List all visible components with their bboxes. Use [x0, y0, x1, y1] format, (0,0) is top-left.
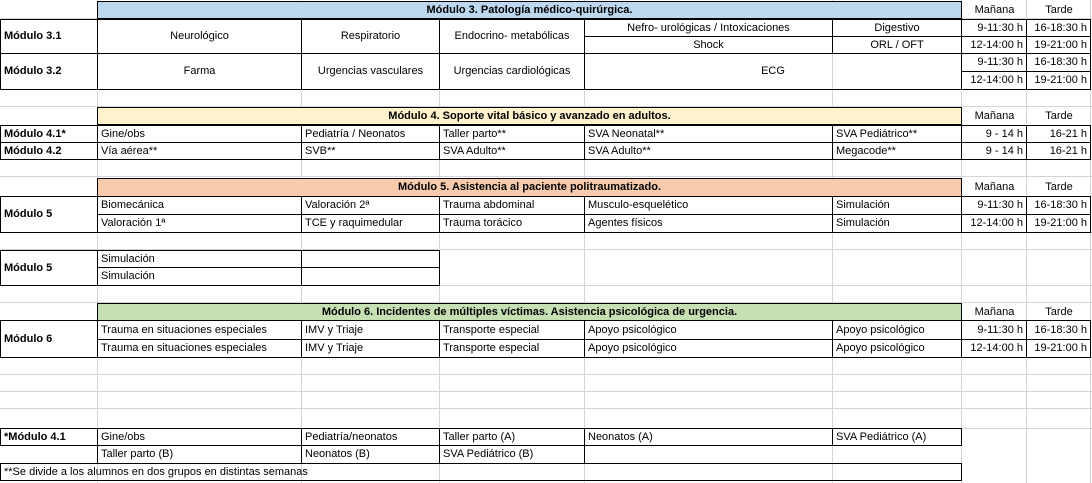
m6-r1-manana: 9-11:30 h — [961, 320, 1027, 340]
m3-2-manana-1: 9-11:30 h — [961, 53, 1027, 72]
m5-sim-empty-2 — [301, 267, 440, 286]
m6-r1-apoyo-2: Apoyo psicológico — [832, 320, 962, 340]
m3-1-respiratorio: Respiratorio — [301, 19, 440, 54]
m4-1-gine: Gine/obs — [97, 125, 302, 143]
m6-r1-transporte: Transporte especial — [439, 320, 585, 340]
m5-title: Módulo 5. Asistencia al paciente politraumatizado. — [97, 178, 962, 197]
m3-2-manana-2: 12-14:00 h — [961, 71, 1027, 90]
m6-manana-header: Mañana — [974, 305, 1015, 318]
m5-r1-biomecanica: Biomecánica — [97, 196, 302, 215]
m3-manana-header: Mañana — [974, 3, 1015, 16]
m4-1-tarde: 16-21 h — [1026, 125, 1091, 143]
m5-sim-row-1: Simulación — [97, 250, 302, 268]
note-r1-neonatos-a: Neonatos (A) — [584, 428, 833, 446]
m5-sim-row-2: Simulación — [97, 267, 302, 286]
m4-2-manana: 9 - 14 h — [961, 142, 1027, 160]
m3-title: Módulo 3. Patología médico-quirúrgica. — [97, 1, 962, 19]
m5-r2-agentes: Agentes físicos — [584, 214, 833, 233]
note-r2-neonatos-b: Neonatos (B) — [301, 445, 440, 464]
m3-1-endocrino: Endocrino- metabólicas — [439, 19, 585, 54]
m6-r2-manana: 12-14:00 h — [961, 339, 1027, 358]
m3-1-tarde-2: 19-21:00 h — [1026, 36, 1091, 54]
m6-r2-tarde: 19-21:00 h — [1026, 339, 1091, 358]
m5-r1-tarde: 16-18:30 h — [1026, 196, 1091, 215]
m5-r2-manana: 12-14:00 h — [961, 214, 1027, 233]
m5-r1-musculo: Musculo-esquelético — [584, 196, 833, 215]
m6-r2-apoyo-1: Apoyo psicológico — [584, 339, 833, 358]
m6-r1-imv: IMV y Triaje — [301, 320, 440, 340]
m3-1-orl: ORL / OFT — [832, 36, 962, 54]
m5-r2-tarde: 19-21:00 h — [1026, 214, 1091, 233]
m4-1-taller-parto: Taller parto** — [439, 125, 585, 143]
note-r1-pediatria: Pediatría/neonatos — [301, 428, 440, 446]
m6-title: Módulo 6. Incidentes de múltiples víctimas. Asistencia psicológica de urgencia. — [97, 303, 962, 321]
m5-r1-manana: 9-11:30 h — [961, 196, 1027, 215]
m3-1-label: Módulo 3.1 — [0, 19, 98, 54]
m4-2-via-aerea: Vía aérea** — [97, 142, 302, 160]
m4-manana-header: Mañana — [974, 109, 1015, 122]
note-r2-sva-b: SVA Pediátrico (B) — [439, 445, 585, 464]
m4-2-tarde: 16-21 h — [1026, 142, 1091, 160]
m5-r2-simulacion: Simulación — [832, 214, 962, 233]
footnote: **Se divide a los alumnos en dos grupos en distintas semanas — [0, 463, 962, 481]
m6-r1-trauma: Trauma en situaciones especiales — [97, 320, 302, 340]
note-r2-taller-b: Taller parto (B) — [97, 445, 302, 464]
note-r1-sva-a: SVA Pediátrico (A) — [832, 428, 962, 446]
m3-2-tarde-2: 19-21:00 h — [1026, 71, 1091, 90]
m5-label: Módulo 5 — [0, 196, 98, 233]
m4-1-label: Módulo 4.1* — [0, 125, 98, 143]
m3-2-farma: Farma — [97, 53, 302, 90]
note-r1-taller-a: Taller parto (A) — [439, 428, 585, 446]
m4-1-sva-neonatal: SVA Neonatal** — [584, 125, 833, 143]
m4-2-label: Módulo 4.2 — [0, 142, 98, 160]
m6-r1-apoyo-1: Apoyo psicológico — [584, 320, 833, 340]
m5-sim-label: Módulo 5 — [0, 250, 98, 286]
note-label: *Módulo 4.1 — [0, 428, 98, 446]
m3-1-neurologico: Neurológico — [97, 19, 302, 54]
m5-r1-valoracion-2: Valoración 2ª — [301, 196, 440, 215]
m5-tarde-header: Tarde — [1045, 181, 1073, 193]
m3-1-digestivo: Digestivo — [832, 19, 962, 37]
m6-r2-imv: IMV y Triaje — [301, 339, 440, 358]
m3-2-vasculares: Urgencias vasculares — [301, 53, 440, 90]
m3-1-tarde-1: 16-18:30 h — [1026, 19, 1091, 37]
m5-r1-trauma-abdominal: Trauma abdominal — [439, 196, 585, 215]
m3-2-tarde-1: 16-18:30 h — [1026, 53, 1091, 72]
m4-1-sva-pediatrico: SVA Pediátrico** — [832, 125, 962, 143]
m5-r2-tce: TCE y raquimedular — [301, 214, 440, 233]
m4-1-manana: 9 - 14 h — [961, 125, 1027, 143]
m5-r1-simulacion: Simulación — [832, 196, 962, 215]
m4-tarde-header: Tarde — [1045, 109, 1073, 122]
m5-r2-valoracion-1: Valoración 1ª — [97, 214, 302, 233]
m4-2-megacode: Megacode** — [832, 142, 962, 160]
note-r1-gine: Gine/obs — [97, 428, 302, 446]
m6-r2-trauma: Trauma en situaciones especiales — [97, 339, 302, 358]
m4-1-pediatria: Pediatría / Neonatos — [301, 125, 440, 143]
m6-tarde-header: Tarde — [1045, 305, 1073, 318]
m3-1-shock: Shock — [584, 36, 833, 54]
m6-label: Módulo 6 — [0, 320, 98, 358]
m3-2-ecg: ECG — [584, 53, 962, 90]
m5-manana-header: Mañana — [974, 181, 1015, 193]
m3-1-nefro: Nefro- urológicas / Intoxicaciones — [584, 19, 833, 37]
m3-1-manana-2: 12-14:00 h — [961, 36, 1027, 54]
m3-2-label: Módulo 3.2 — [0, 53, 98, 90]
m6-r2-transporte: Transporte especial — [439, 339, 585, 358]
m5-r2-trauma-toracico: Trauma torácico — [439, 214, 585, 233]
m6-r2-apoyo-2: Apoyo psicológico — [832, 339, 962, 358]
m4-2-sva-adulto-1: SVA Adulto** — [439, 142, 585, 160]
m4-2-svb: SVB** — [301, 142, 440, 160]
m3-1-manana-1: 9-11:30 h — [961, 19, 1027, 37]
m4-2-sva-adulto-2: SVA Adulto** — [584, 142, 833, 160]
m3-2-cardiologicas: Urgencias cardiológicas — [439, 53, 585, 90]
m6-r1-tarde: 16-18:30 h — [1026, 320, 1091, 340]
m4-title: Módulo 4. Soporte vital básico y avanzado en adultos. — [97, 107, 962, 125]
m3-tarde-header: Tarde — [1045, 3, 1073, 16]
m5-sim-empty-1 — [301, 250, 440, 268]
